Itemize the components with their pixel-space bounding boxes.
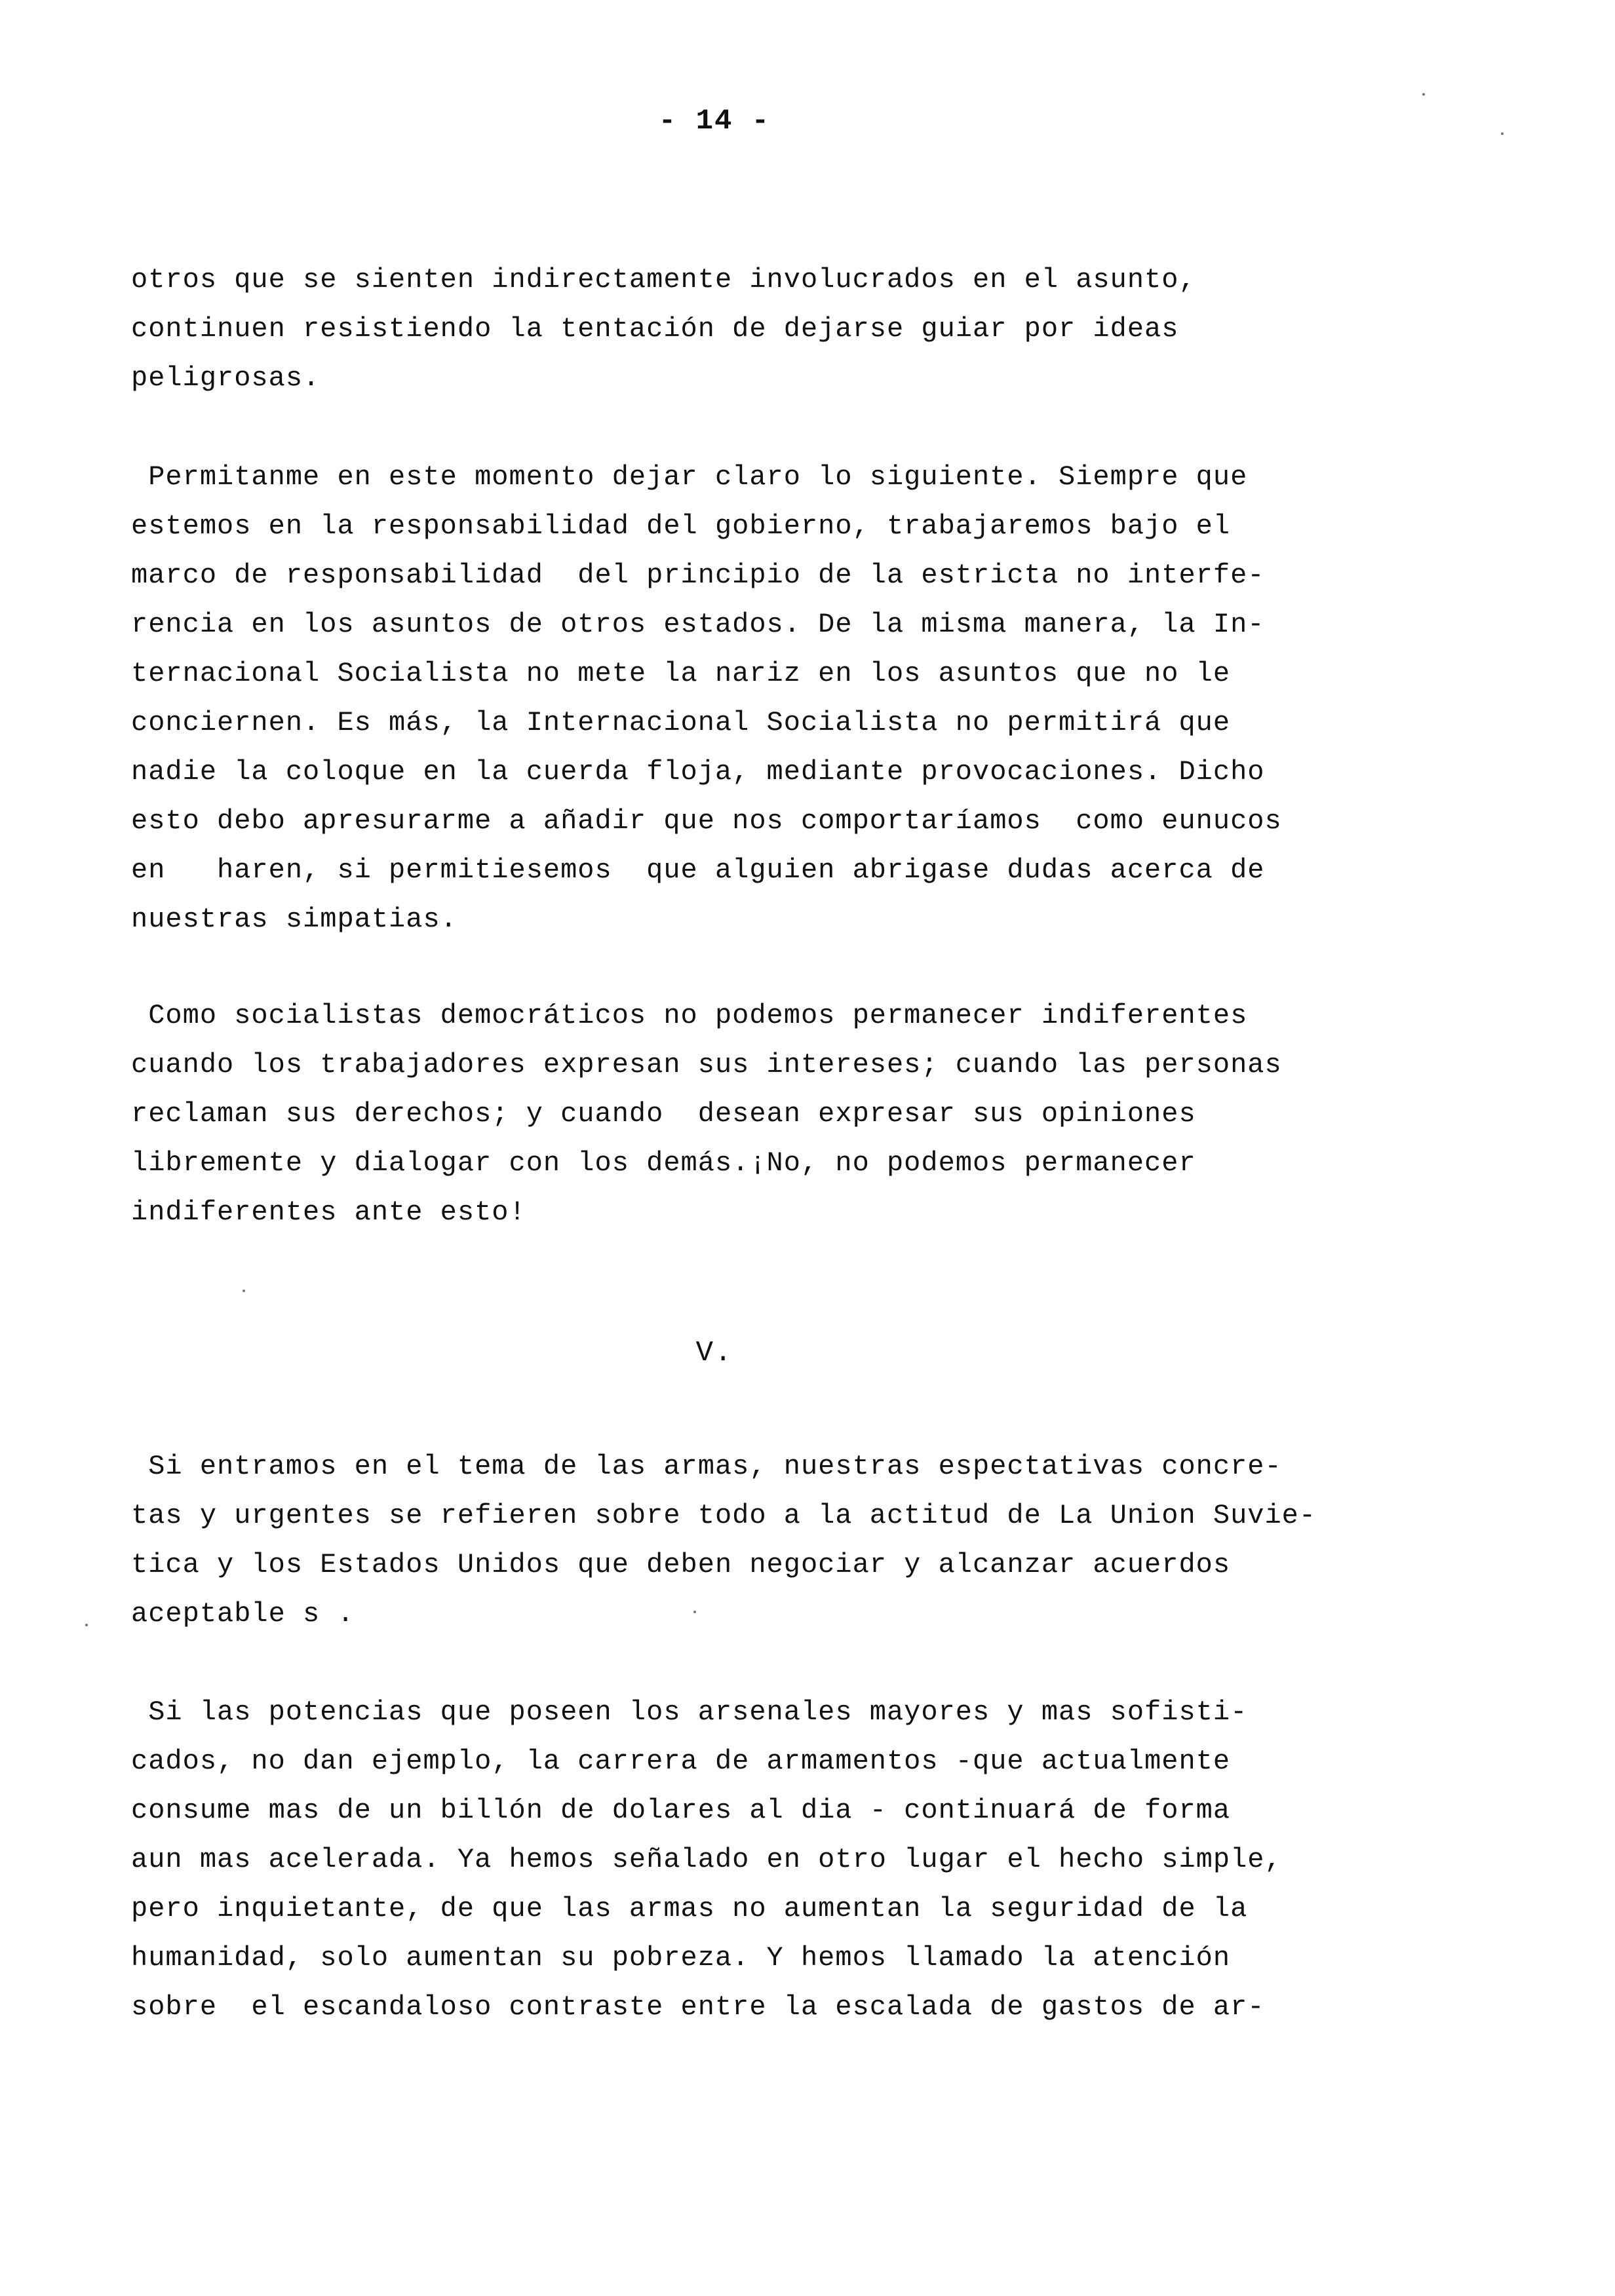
text-line: aun mas acelerada. Ya hemos señalado en otro lugar el hecho simple, [131,1844,1282,1875]
paragraph-1 [131,256,1521,403]
text-line: conciernen. Es más, la Internacional Socialista no permitirá que [131,707,1231,738]
paragraph-3 [131,991,1521,1237]
text-line: consume mas de un billón de dolares al dia - continuará de forma [131,1795,1231,1826]
paragraph-2 [131,453,1521,944]
text-line: cados, no dan ejemplo, la carrera de armamentos -que actualmente [131,1746,1231,1777]
text-line: estemos en la responsabilidad del gobierno, trabajaremos bajo el [131,510,1231,542]
text-line: nadie la coloque en la cuerda floja, mediante provocaciones. Dicho [131,756,1265,788]
section-heading: V. [695,1337,733,1369]
page-number: - 14 - [658,105,771,138]
scan-speck [1501,132,1504,135]
scan-speck [243,1290,245,1292]
text-line: Si entramos en el tema de las armas, nuestras espectativas concre- [131,1451,1282,1482]
text-line: libremente y dialogar con los demás.¡No, no podemos permanecer [131,1147,1196,1179]
text-line: indiferentes ante esto! [131,1196,526,1228]
text-line: Permitanme en este momento dejar claro lo siguiente. Siempre que [131,461,1248,493]
scan-speck [85,1624,88,1626]
scan-speck [693,1611,696,1613]
text-line: rencia en los asuntos de otros estados. De la misma manera, la In- [131,609,1265,640]
text-line: pero inquietante, de que las armas no aumentan la seguridad de la [131,1893,1248,1924]
scan-speck [1422,93,1425,96]
text-line: en haren, si permitiesemos que alguien abrigase dudas acerca de [131,854,1265,886]
text-line: Si las potencias que poseen los arsenales mayores y mas sofisti- [131,1696,1248,1728]
text-line: tica y los Estados Unidos que deben negociar y alcanzar acuerdos [131,1549,1231,1580]
text-line: humanidad, solo aumentan su pobreza. Y hemos llamado la atención [131,1942,1231,1974]
paragraph-4 [131,1442,1521,1639]
text-line: marco de responsabilidad del principio de la estricta no interfe- [131,560,1265,591]
text-line: Como socialistas democráticos no podemos permanecer indiferentes [131,1000,1248,1031]
text-line: cuando los trabajadores expresan sus intereses; cuando las personas [131,1049,1282,1081]
text-line: otros que se sienten indirectamente involucrados en el asunto, [131,264,1196,296]
text-line: sobre el escandaloso contraste entre la escalada de gastos de ar- [131,1991,1265,2023]
paragraph-5 [131,1688,1521,2032]
text-line: esto debo apresurarme a añadir que nos comportaríamos como eunucos [131,805,1282,837]
text-line: ternacional Socialista no mete la nariz en los asuntos que no le [131,658,1231,689]
text-line: continuen resistiendo la tentación de dejarse guiar por ideas [131,313,1179,345]
text-line: peligrosas. [131,362,321,394]
text-line: reclaman sus derechos; y cuando desean expresar sus opiniones [131,1098,1196,1130]
text-line: aceptable s . [131,1598,355,1630]
text-line: tas y urgentes se refieren sobre todo a la actitud de La Union Suvie- [131,1500,1317,1531]
text-line: nuestras simpatias. [131,904,457,935]
